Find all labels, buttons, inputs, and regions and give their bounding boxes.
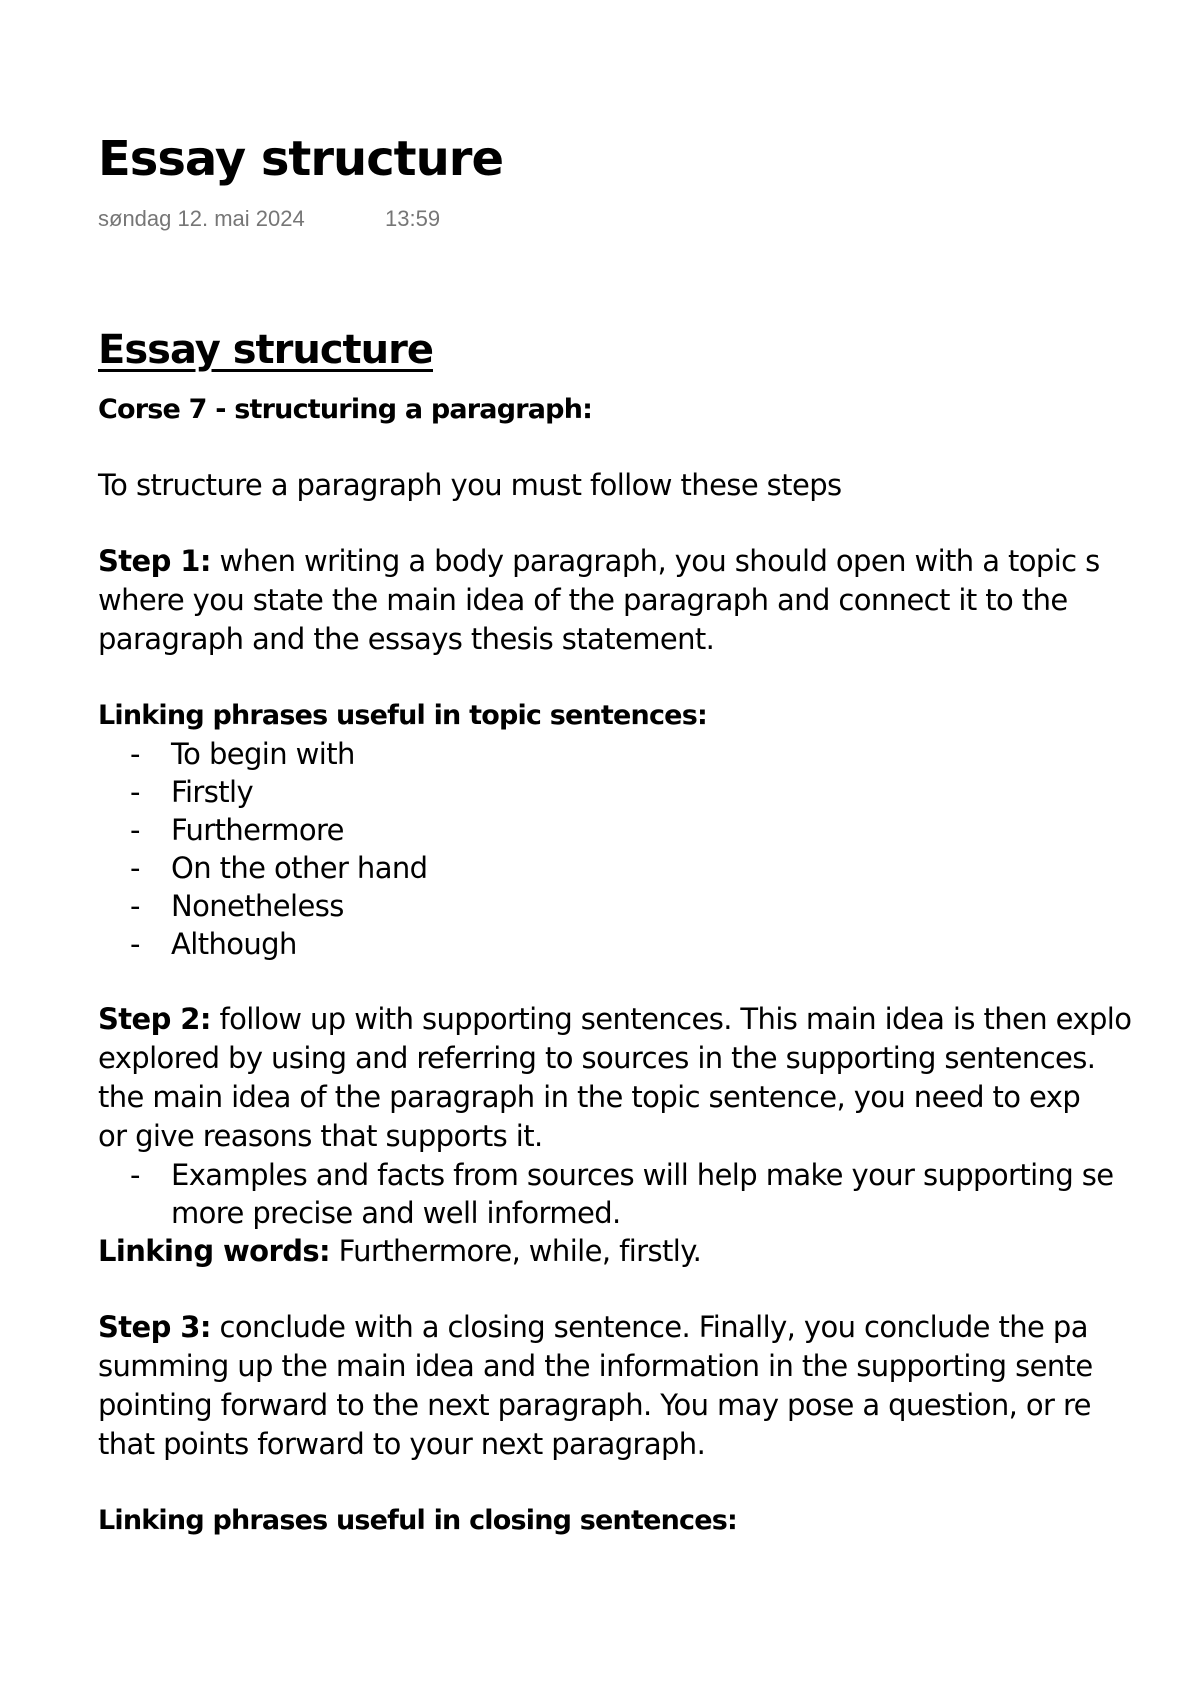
step-3-line-3: pointing forward to the next paragraph. You may pose a question, or re: [98, 1388, 1091, 1422]
list-item: [98, 773, 1200, 811]
list-item-text-continued: more precise and well informed.: [171, 1196, 621, 1230]
section-heading: Essay structure: [98, 327, 433, 373]
step-2-line-2: explored by using and referring to sources in the supporting sentences.: [98, 1041, 1096, 1075]
spacer: [98, 429, 1200, 466]
list-item: [98, 849, 1200, 887]
list-item: [98, 925, 1200, 963]
closing-phrases-title: Linking phrases useful in closing sentences:: [98, 1505, 737, 1536]
step-3-line-1: [98, 1308, 1200, 1347]
note-title: Essay structure: [98, 131, 503, 187]
list-item-text: Examples and facts from sources will help make your supporting se: [171, 1158, 1114, 1192]
list-item-text: Furthermore: [171, 813, 344, 847]
linking-words-line: [98, 1232, 1200, 1271]
list-item-text: Although: [171, 927, 297, 961]
step-3-label: Step 3:: [98, 1310, 211, 1344]
step-1-text: when writing a body paragraph, you should open with a topic s: [210, 544, 1100, 578]
step-2-text: follow up with supporting sentences. This main idea is then explo: [210, 1002, 1132, 1036]
linking-words-label: Linking words:: [98, 1234, 331, 1268]
intro-text: To structure a paragraph you must follow these steps: [98, 468, 842, 502]
step-3-paragraph: [98, 1308, 1200, 1464]
list-item-text: On the other hand: [171, 851, 428, 885]
note-time: 13:59: [385, 206, 441, 231]
step-1-paragraph: [98, 542, 1200, 659]
spacer: [98, 659, 1200, 696]
dash-bullet-icon: -: [130, 813, 140, 847]
list-item: [98, 887, 1200, 925]
step-3-line-4: that points forward to your next paragraph.: [98, 1427, 706, 1461]
spacer: [98, 1271, 1200, 1308]
step-3-line-2: summing up the main idea and the information in the supporting sente: [98, 1349, 1093, 1383]
step-3-text: conclude with a closing sentence. Finally, you conclude the pa: [210, 1310, 1088, 1344]
list-item-text: To begin with: [171, 737, 355, 771]
dash-bullet-icon: -: [130, 1158, 140, 1192]
spacer: [98, 1464, 1200, 1501]
step-2-label: Step 2:: [98, 1002, 211, 1036]
step-1-line-2: where you state the main idea of the paragraph and connect it to the: [98, 583, 1068, 617]
step-1-line-1: [98, 542, 1200, 581]
dash-bullet-icon: -: [130, 737, 140, 771]
list-item: [98, 735, 1200, 773]
spacer: [98, 963, 1200, 1000]
step-1-label: Step 1:: [98, 544, 211, 578]
dash-bullet-icon: -: [130, 927, 140, 961]
note-content: [98, 322, 1200, 1540]
list-item-text: Nonetheless: [171, 889, 344, 923]
list-item: [98, 1156, 1200, 1232]
note-meta: [98, 204, 440, 234]
step-2-line-4: or give reasons that supports it.: [98, 1119, 543, 1153]
course-title: Corse 7 - structuring a paragraph:: [98, 394, 593, 425]
linking-words-text: Furthermore, while, firstly.: [330, 1234, 702, 1268]
dash-bullet-icon: -: [130, 851, 140, 885]
step-2-line-3: the main idea of the paragraph in the topic sentence, you need to exp: [98, 1080, 1081, 1114]
note-date: søndag 12. mai 2024: [98, 206, 305, 231]
list-item-text: Firstly: [171, 775, 254, 809]
dash-bullet-icon: -: [130, 775, 140, 809]
list-item: [98, 811, 1200, 849]
step-2-line-1: [98, 1000, 1200, 1039]
spacer: [98, 505, 1200, 542]
step-2-paragraph: [98, 1000, 1200, 1271]
dash-bullet-icon: -: [130, 889, 140, 923]
step-2-bullet-list: [98, 1156, 1200, 1232]
topic-phrases-list: [98, 735, 1200, 963]
topic-phrases-title: Linking phrases useful in topic sentences:: [98, 700, 707, 731]
step-1-line-3: paragraph and the essays thesis statement.: [98, 622, 715, 656]
